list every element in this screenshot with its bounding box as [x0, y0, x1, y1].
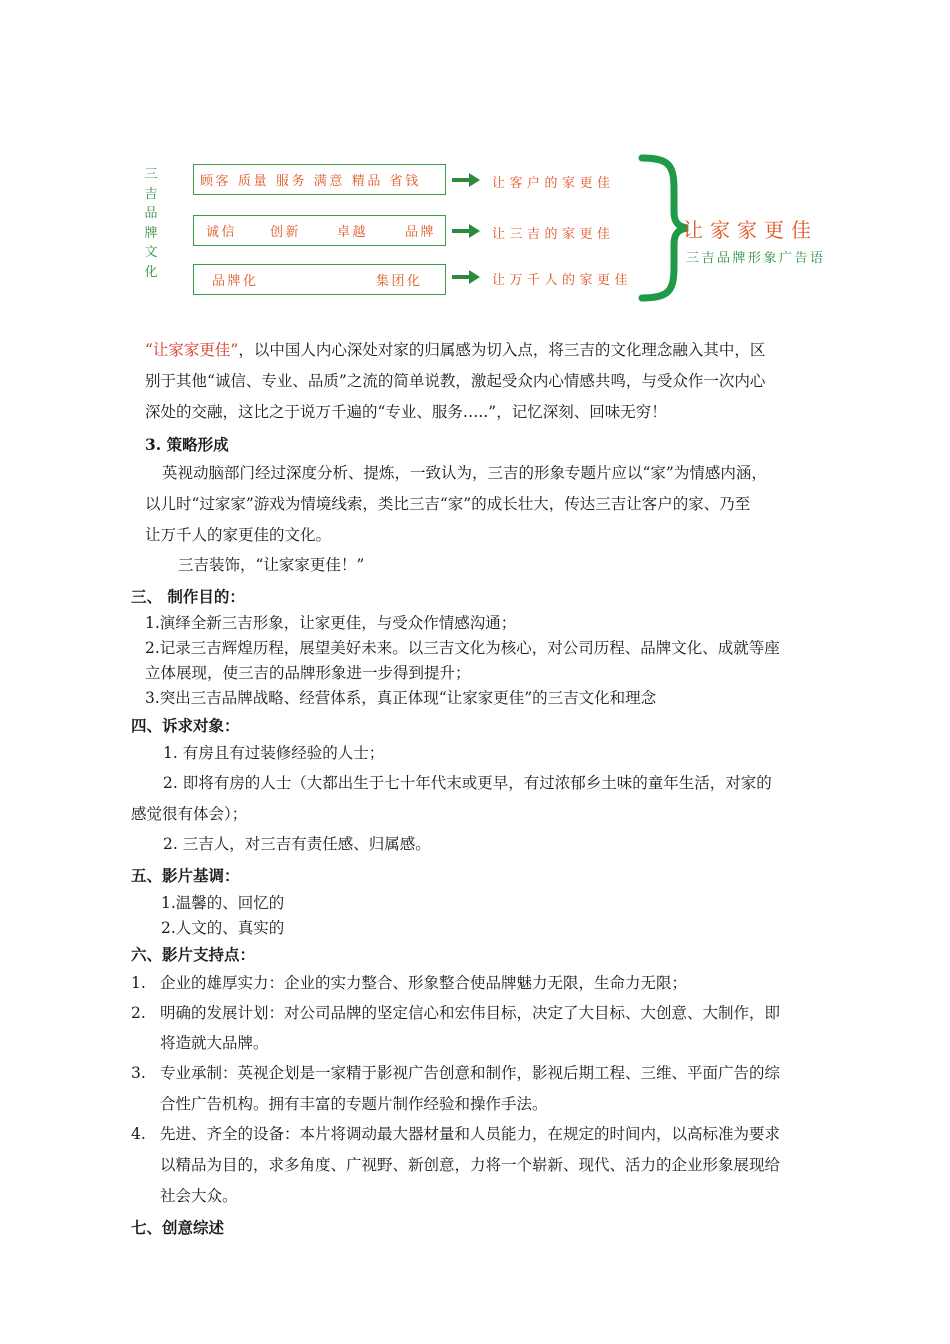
diagram-box-text: 顾客 质量 服务 满意 精品 省钱: [200, 174, 421, 189]
diagram-result-2: 让三吉的家更佳: [492, 227, 615, 242]
audience-heading: 四、诉求对象：: [131, 716, 240, 735]
arrow-right-icon: [452, 270, 482, 284]
diagram-box-item: 创新: [270, 225, 302, 240]
strategy-line-3: 让万千人的家更佳的文化。: [145, 526, 332, 544]
slogan-subtitle: 三吉品牌形象广告语: [686, 251, 826, 266]
support-item-1-line-1: 企业的雄厚实力：企业的实力整合、形象整合使品牌魅力无限，生命力无限；: [160, 974, 688, 992]
audience-item-3: 2. 三吉人，对三吉有责任感、归属感。: [163, 835, 431, 853]
vertical-label-char: 吉: [144, 186, 158, 202]
purpose-item-1: 1.演绎全新三吉形象，让家更佳，与受众作情感沟通；: [145, 614, 517, 632]
purpose-item-3: 3.突出三吉品牌战略、经营体系，真正体现“让家家更佳”的三吉文化和理念: [145, 689, 657, 707]
diagram-box-item: 卓越: [337, 225, 369, 240]
diagram-result-1: 让客户的家更佳: [492, 176, 615, 191]
purpose-item-2b: 立体展现，使三吉的品牌形象进一步得到提升；: [145, 664, 471, 682]
strategy-line-1: 英视动脑部门经过深度分析、提炼，一致认为，三吉的形象专题片应以“家”为情感内涵，: [162, 464, 767, 482]
purpose-heading: 三、 制作目的：: [131, 587, 245, 606]
slogan: 让家家更佳: [683, 218, 818, 242]
support-item-3-number: 3.: [131, 1064, 146, 1082]
diagram-box-item: 品牌化: [212, 274, 259, 289]
tone-heading: 五、影片基调：: [131, 866, 240, 885]
tone-item-1: 1.温馨的、回忆的: [161, 894, 285, 912]
arrow-right-icon: [452, 224, 482, 238]
intro-line-2: 别于其他“诚信、专业、品质”之流的简单说教，激起受众内心情感共鸣，与受众作一次内心: [145, 372, 766, 390]
support-item-4-line-1: 先进、齐全的设备：本片将调动最大器材量和人员能力，在规定的时间内，以高标准为要求: [160, 1125, 781, 1143]
diagram-box-item: 集团化: [376, 274, 423, 289]
support-item-4-number: 4.: [131, 1125, 146, 1143]
arrow-right-icon: [452, 173, 482, 187]
support-item-4-line-3: 社会大众。: [160, 1187, 238, 1205]
diagram-box-item: 品牌: [405, 225, 437, 240]
support-item-3-line-1: 专业承制：英视企划是一家精于影视广告创意和制作，影视后期工程、三维、平面广告的综: [160, 1064, 781, 1082]
support-heading: 六、影片支持点：: [131, 945, 256, 964]
diagram-result-3: 让万千人的家更佳: [492, 273, 633, 288]
vertical-label-char: 化: [144, 264, 158, 280]
diagram-box-strategy: [193, 264, 446, 295]
support-item-2-line-2: 将造就大品牌。: [160, 1034, 269, 1052]
intro-line-1: [145, 340, 765, 360]
vertical-label-char: 品: [144, 206, 158, 221]
audience-item-2a: 2. 即将有房的人士（大都出生于七十年代末或更早，有过浓郁乡土味的童年生活，对家的: [163, 774, 772, 792]
tone-item-2: 2.人文的、真实的: [161, 919, 285, 937]
support-item-4-line-2: 以精品为目的，求多角度、广视野、新创意，力将一个崭新、现代、活力的企业形象展现给: [160, 1156, 781, 1174]
creative-heading: 七、创意综述: [131, 1218, 225, 1237]
intro-line-1-rest: ，以中国人内心深处对家的归属感为切入点，将三吉的文化理念融入其中，区: [238, 341, 766, 359]
intro-line-3: 深处的交融，这比之于说万千遍的“专业、服务…..”，记忆深刻、回味无穷！: [145, 403, 667, 421]
audience-item-2b: 感觉很有体会）；: [131, 805, 248, 823]
vertical-label-char: 牌: [144, 225, 158, 241]
diagram-box-values: [193, 164, 446, 195]
support-item-2-number: 2.: [131, 1004, 146, 1022]
strategy-heading: 3. 策略形成: [145, 435, 229, 454]
diagram-box-qualities: [193, 215, 446, 246]
audience-item-1: 1. 有房且有过装修经验的人士；: [163, 744, 385, 762]
support-item-2-line-1: 明确的发展计划：对公司品牌的坚定信心和宏伟目标，决定了大目标、大创意、大制作，即: [160, 1004, 781, 1022]
vertical-label-char: 文: [144, 245, 158, 260]
strategy-line-4: 三吉装饰，“让家家更佳！”: [178, 556, 365, 574]
strategy-line-2: 以儿时“过家家”游戏为情境线索，类比三吉“家”的成长壮大，传达三吉让客户的家、乃至: [145, 495, 751, 513]
vertical-label: [142, 165, 160, 282]
diagram-box-item: 诚信: [206, 225, 238, 240]
support-item-1-number: 1.: [131, 974, 146, 992]
slogan-quote: “让家家更佳”: [145, 341, 239, 359]
support-item-3-line-2: 合性广告机构。拥有丰富的专题片制作经验和操作手法。: [160, 1095, 548, 1113]
vertical-label-char: 三: [144, 167, 158, 182]
purpose-item-2a: 2.记录三吉辉煌历程，展望美好未来。以三吉文化为核心，对公司历程、品牌文化、成就等座: [145, 639, 780, 657]
